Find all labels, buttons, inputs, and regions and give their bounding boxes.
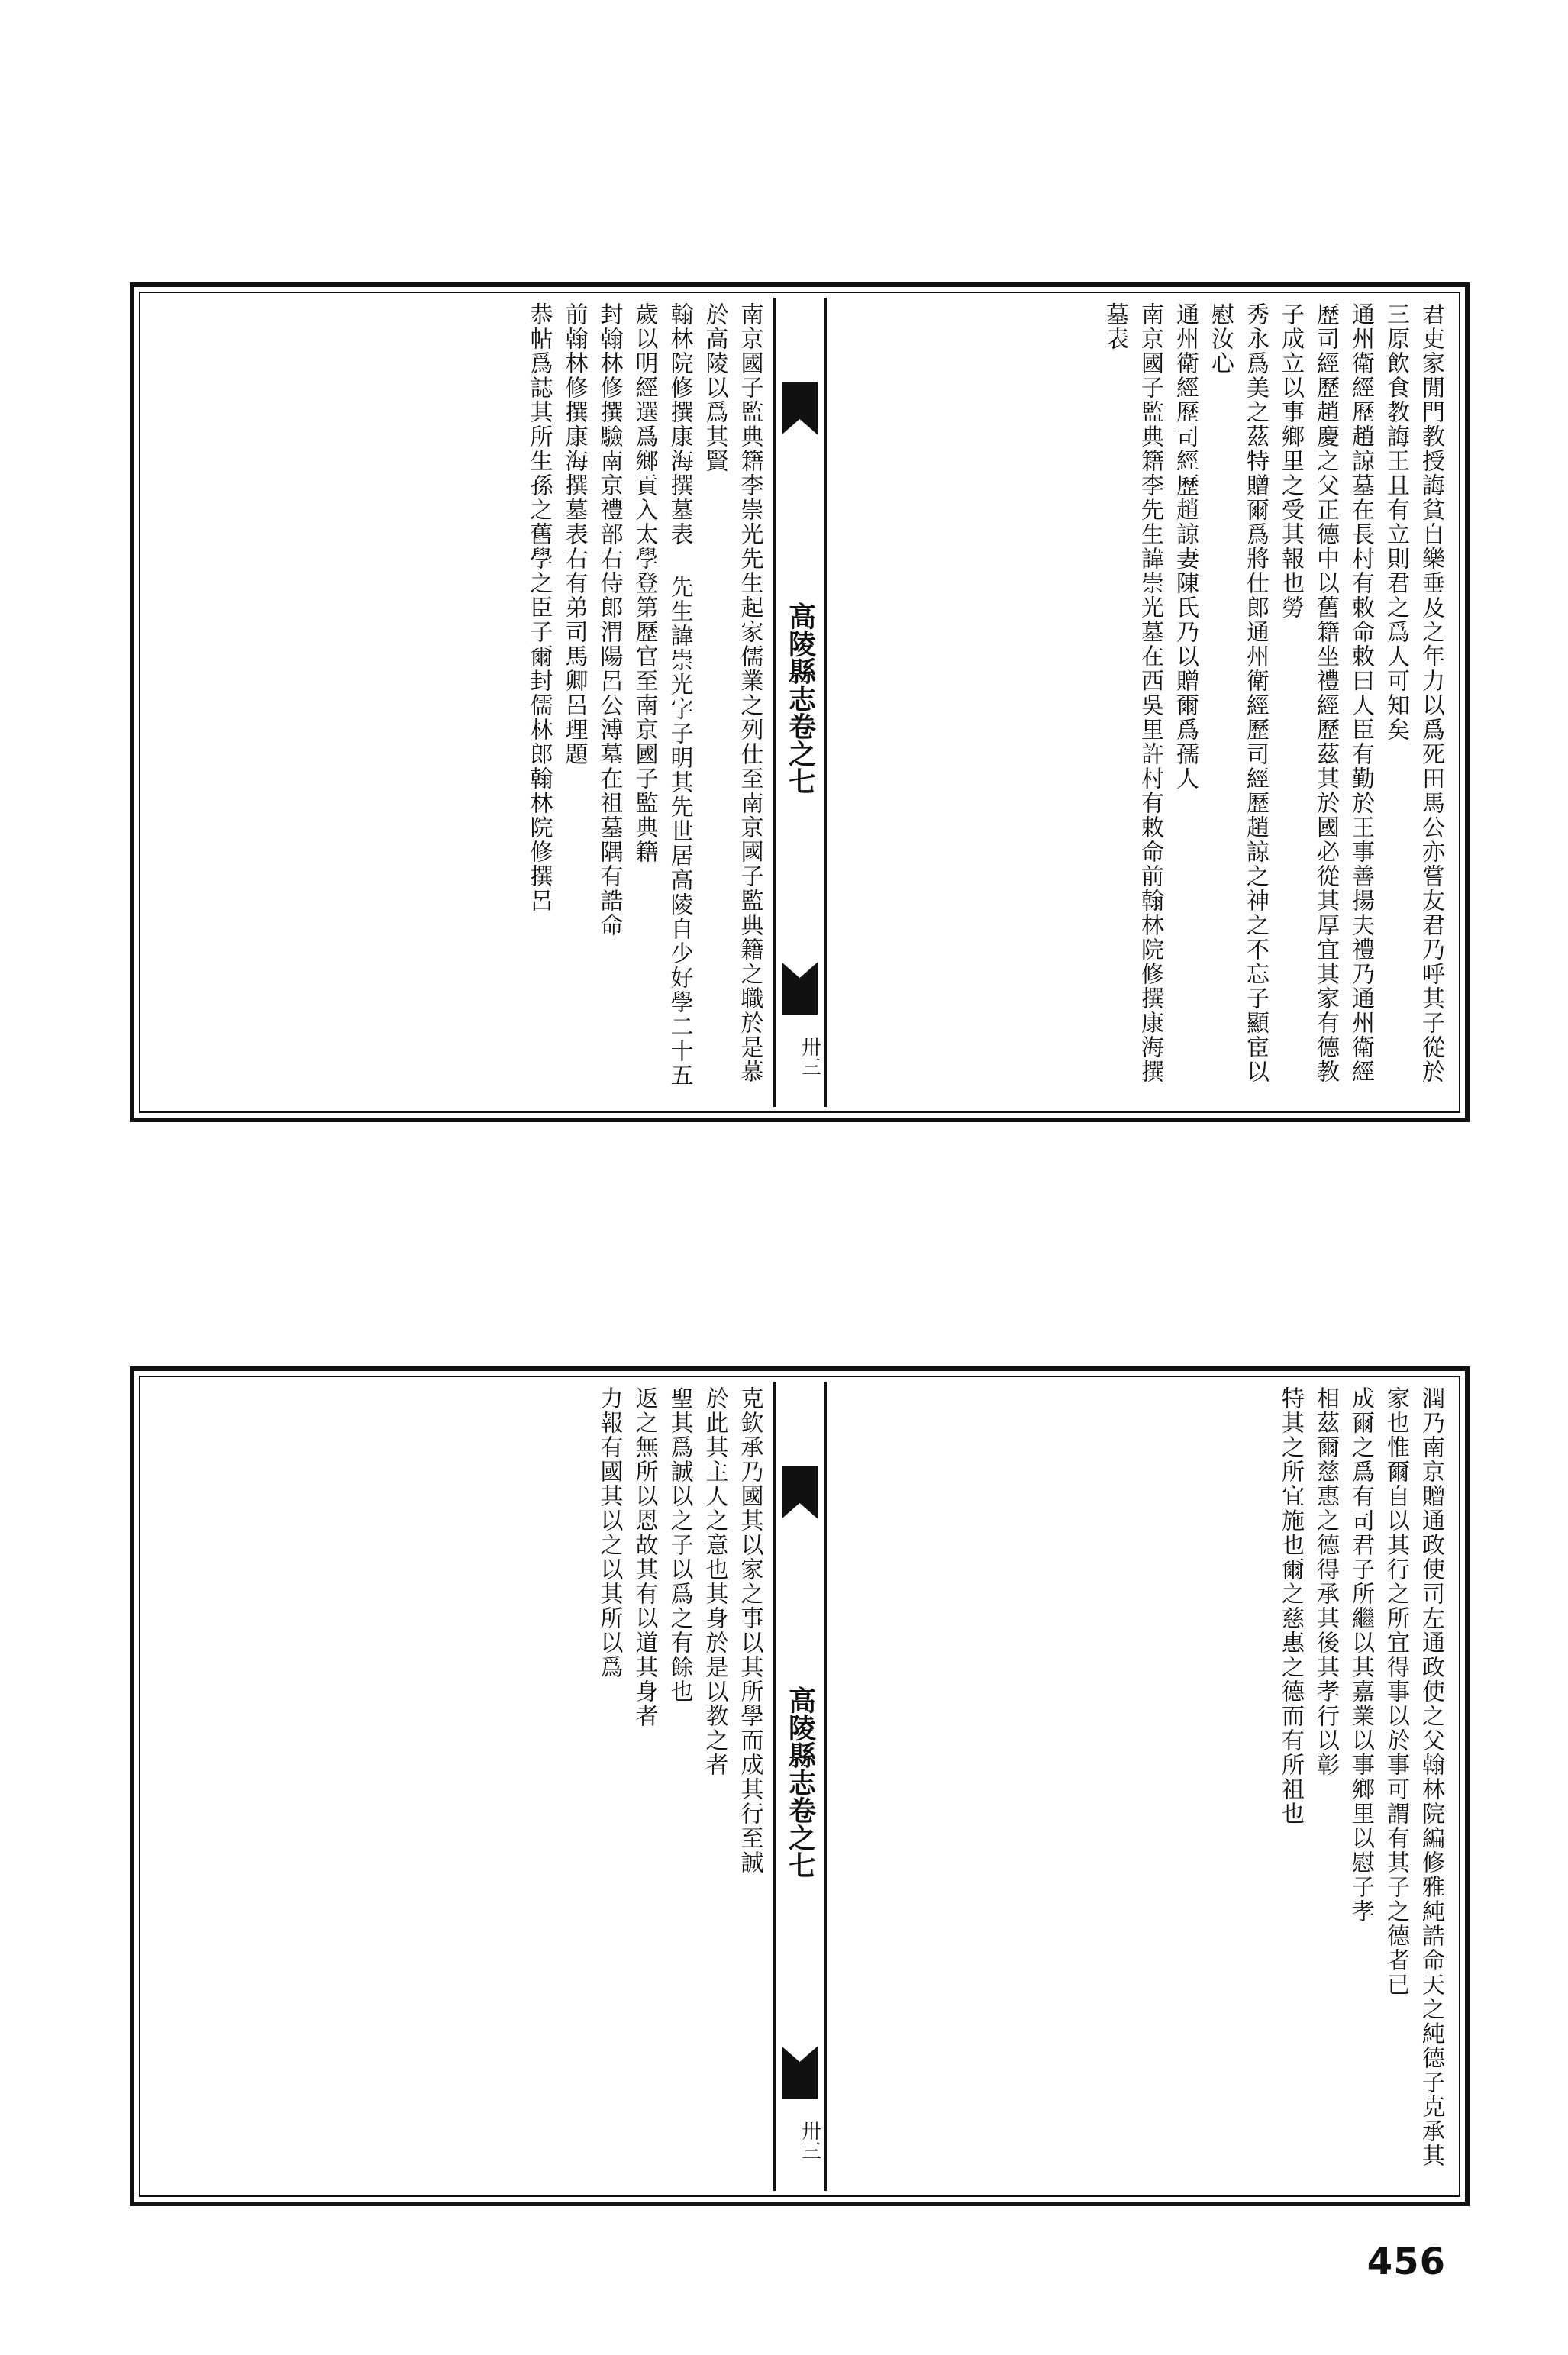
fishtail-ornament-top — [782, 382, 818, 435]
lower-folio-number: 卅三 — [798, 2121, 821, 2160]
fishtail-ornament-bottom — [782, 962, 818, 1015]
upper-left-text: 南京國子監典籍李崇光先生起家儒業之列仕至南京國子監典籍之職於是慕於高陵以爲其賢 翰林院修撰康海撰墓表 先生諱崇光字子明其先世居高陵自少好學二十五歲以明經選爲鄉貢入太學登第歷官至南京國子監典籍 封翰林修撰驗南京禮部右侍郎渭陽呂公溥墓在祖墓隅有誥命 前翰林修撰康海撰墓表右有弟司馬卿呂理題 恭帖爲誌其所生孫之舊學之臣子爾封儒林郎翰林院修撰呂 — [525, 302, 763, 1088]
lower-left-half — [145, 1382, 773, 2191]
upper-folio-number: 卅三 — [798, 1037, 821, 1076]
page-number: 456 — [1366, 2240, 1446, 2283]
lower-page-columns — [145, 1382, 1454, 2191]
lower-left-text: 克欽承乃國其以家之事以其所學而成其行至誠 於此其主人之意也其身於是以教之者 聖其爲誠以之子以爲之有餘也 返之無所以恩故其有以道其身者 力報有國其以之以其所以爲 — [595, 1386, 763, 1875]
lower-center-fold — [773, 1382, 827, 2191]
upper-page-frame — [130, 282, 1470, 1122]
upper-page-columns — [145, 298, 1454, 1107]
upper-center-fold — [773, 298, 827, 1107]
lower-fold-caption: 高陵縣志卷之七 — [784, 1686, 817, 1879]
upper-right-text: 君吏家閒門教授誨貧自樂垂及之年力以爲死田馬公亦嘗友君乃呼其子從於三原飲食教誨王且有立則君之爲人可知矣 通州衛經歷趙諒墓在長村有敕命敕曰人臣有勤於王事善揚夫禮乃通州衛經歷司經歷趙慶之父正德中以舊籍坐禮經歷茲其於國必從其厚宜其家有德教子成立以事鄉里之受其報也勞 秀永爲美之茲特贈爾爲將仕郎通州衛經歷司經歷趙諒之神之不忘子顯宦以慰汝心 通州衛經歷司經歷趙諒妻陳氏乃以贈爾爲孺人 南京國子監典籍李先生諱崇光墓在西吳里許村有敕命前翰林院修撰康海撰墓表 — [1102, 302, 1444, 1084]
lower-page-frame — [130, 1366, 1470, 2206]
lower-right-text: 潤乃南京贈通政使司左通政使之父翰林院編修雅純誥命天之純德子克承其家也惟爾自以其行之所宜得事以於事可謂有其子之德者已 成爾之爲有司君子所繼以其嘉業以事鄉里以慰子孝 相茲爾慈惠之德得承其後其孝行以彰 特其之所宜施也爾之慈惠之德而有所祖也 — [1277, 1386, 1444, 2168]
upper-left-half — [145, 298, 773, 1107]
upper-fold-caption: 高陵縣志卷之七 — [784, 602, 817, 795]
upper-right-half — [827, 298, 1455, 1107]
fishtail-ornament-top — [782, 1466, 818, 1519]
fishtail-ornament-bottom — [782, 2046, 818, 2099]
lower-right-half — [827, 1382, 1455, 2191]
